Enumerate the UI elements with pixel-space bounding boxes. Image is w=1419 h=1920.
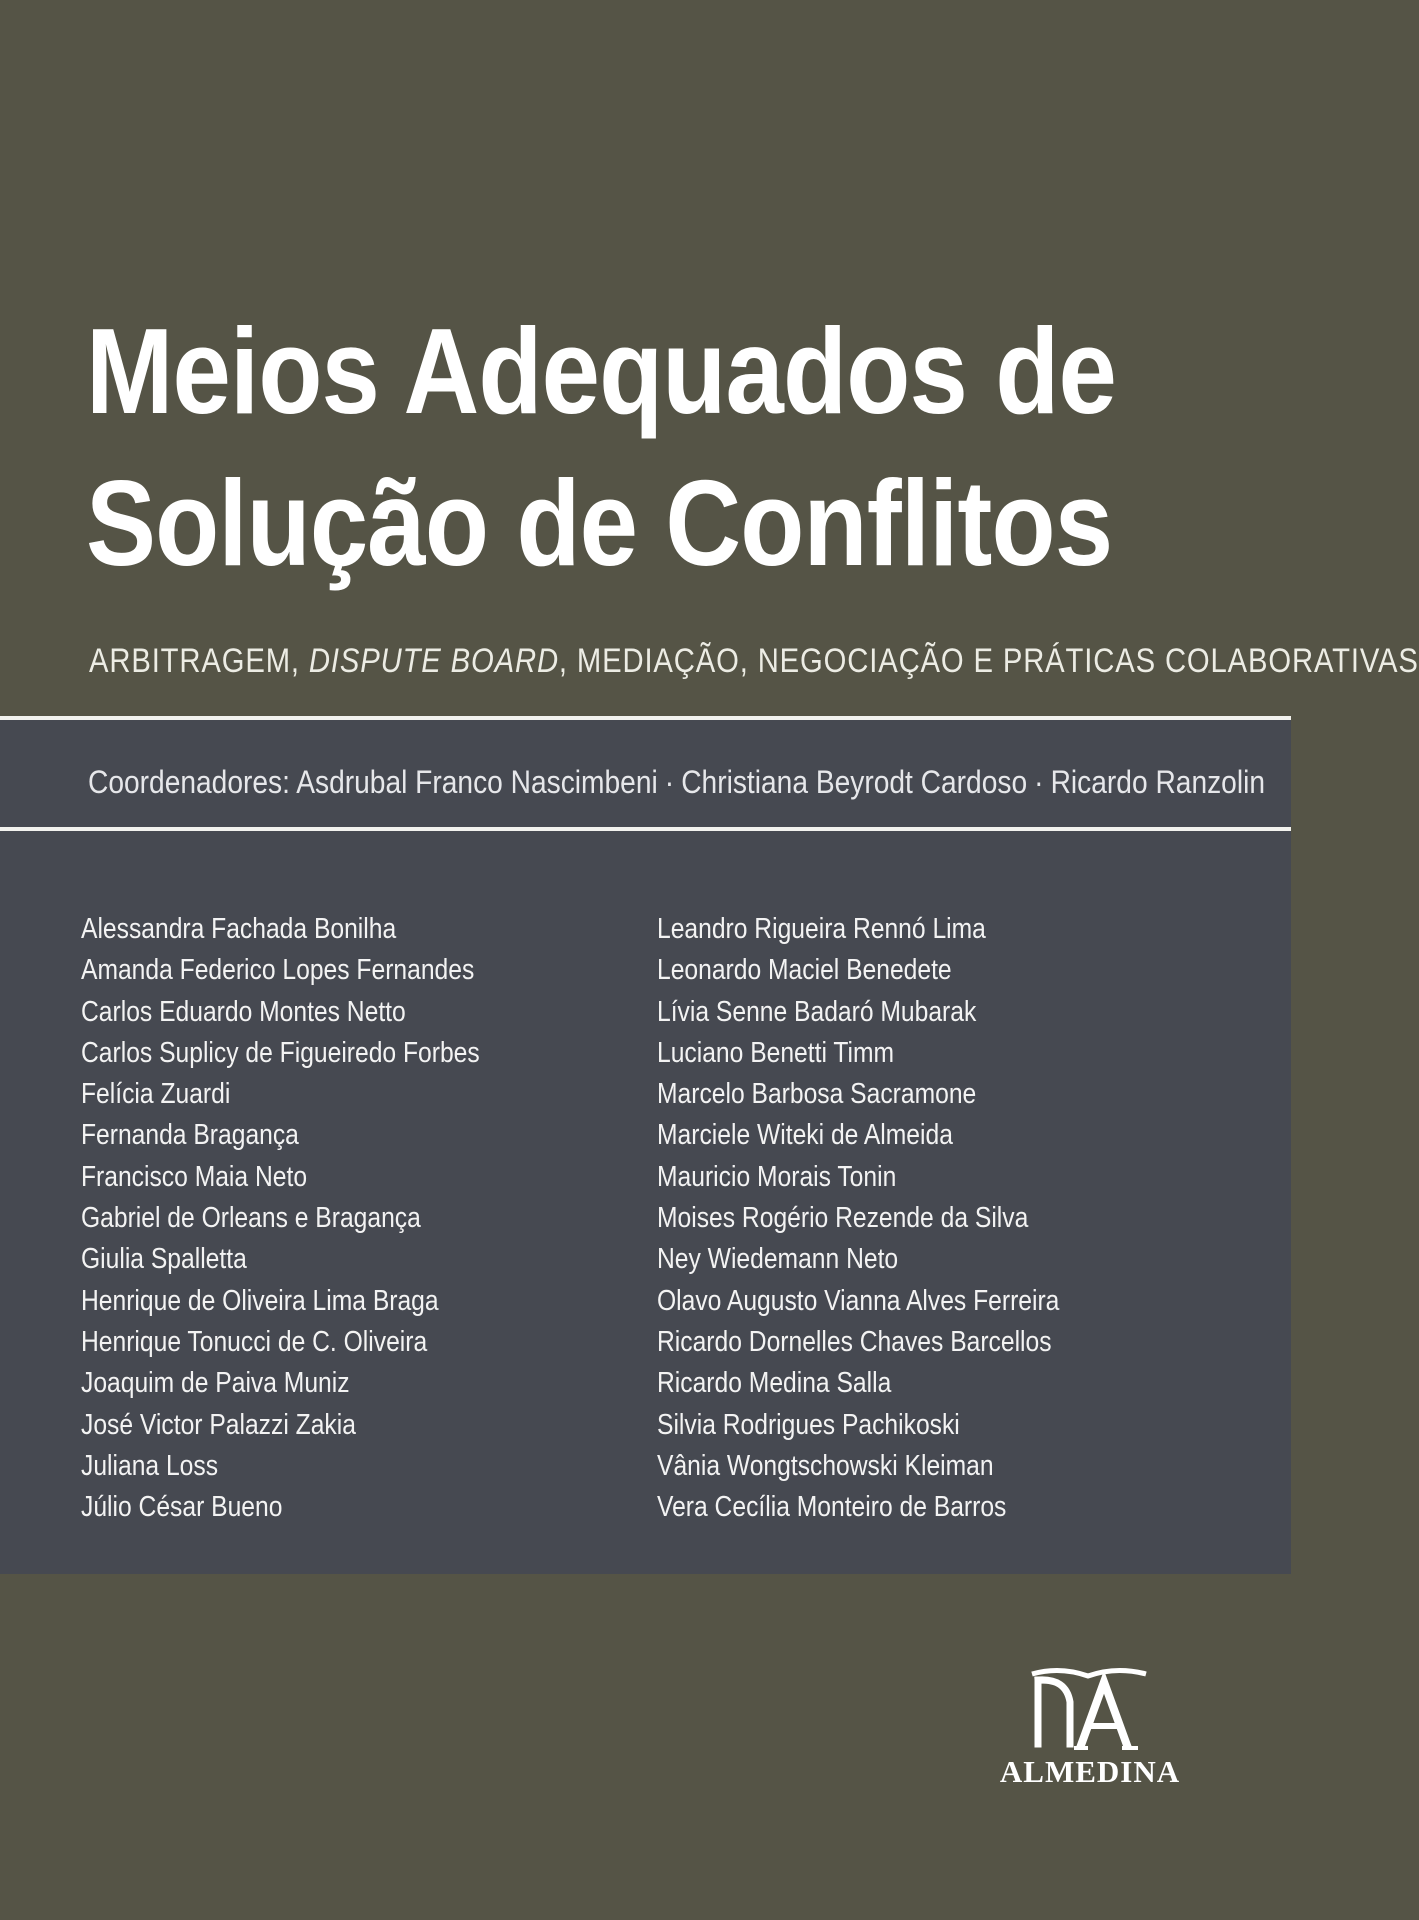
author-name: Carlos Eduardo Montes Netto xyxy=(81,995,406,1028)
author-name: Felícia Zuardi xyxy=(81,1078,231,1111)
title-section xyxy=(0,0,1419,716)
author-name: Ricardo Dornelles Chaves Barcellos xyxy=(657,1325,1052,1358)
author-name: Leandro Rigueira Rennó Lima xyxy=(657,913,986,945)
authors-list-left xyxy=(81,909,550,1528)
title-line-1: Meios Adequados de xyxy=(86,303,1116,439)
author-name: Joaquim de Paiva Muniz xyxy=(81,1367,350,1400)
author-name: Moises Rogério Rezende da Silva xyxy=(657,1202,1029,1235)
book-subtitle xyxy=(89,639,1419,683)
author-name: Carlos Suplicy de Figueiredo Forbes xyxy=(81,1036,480,1069)
author-name: Olavo Augusto Vianna Alves Ferreira xyxy=(657,1284,1060,1317)
author-name: Silvia Rodrigues Pachikoski xyxy=(657,1408,960,1441)
author-name: Henrique Tonucci de C. Oliveira xyxy=(81,1325,428,1358)
coordinator-separator: · xyxy=(1034,764,1044,800)
author-name: Amanda Federico Lopes Fernandes xyxy=(81,954,475,987)
subtitle-part-1: ARBITRAGEM, xyxy=(89,642,309,680)
publisher-logo xyxy=(990,1668,1190,1788)
author-name: Marcelo Barbosa Sacramone xyxy=(657,1078,977,1111)
subtitle-part-3: , MEDIAÇÃO, NEGOCIAÇÃO E PRÁTICAS COLABORATIVAS xyxy=(558,642,1419,680)
coordinator-name: Ricardo Ranzolin xyxy=(1050,764,1266,800)
author-name: Fernanda Bragança xyxy=(81,1119,299,1152)
author-name: Francisco Maia Neto xyxy=(81,1160,308,1193)
coordinators-label: Coordenadores: xyxy=(88,764,290,800)
author-name: Ney Wiedemann Neto xyxy=(657,1243,899,1276)
coordinator-name: Christiana Beyrodt Cardoso xyxy=(681,764,1028,800)
author-name: Juliana Loss xyxy=(81,1449,219,1482)
author-name: Marciele Witeki de Almeida xyxy=(657,1119,953,1152)
author-name: Luciano Benetti Timm xyxy=(657,1036,895,1069)
author-name: Lívia Senne Badaró Mubarak xyxy=(657,995,977,1028)
author-name: Júlio César Bueno xyxy=(81,1491,283,1524)
book-title xyxy=(86,295,1116,599)
coordinators-line xyxy=(88,762,1266,802)
author-name: Ricardo Medina Salla xyxy=(657,1367,892,1400)
author-name: Leonardo Maciel Benedete xyxy=(657,954,952,987)
author-name: Vânia Wongtschowski Kleiman xyxy=(657,1449,994,1482)
author-name: Henrique de Oliveira Lima Braga xyxy=(81,1284,439,1317)
subtitle-part-2: DISPUTE BOARD xyxy=(308,642,559,680)
author-name: Alessandra Fachada Bonilha xyxy=(81,913,397,945)
coordinator-separator: · xyxy=(664,764,675,800)
publisher-name: ALMEDINA xyxy=(999,1754,1181,1789)
coordinator-name: Asdrubal Franco Nascimbeni xyxy=(296,764,658,800)
author-name: Gabriel de Orleans e Bragança xyxy=(81,1202,421,1235)
title-line-2: Solução de Conflitos xyxy=(86,455,1113,591)
author-name: Vera Cecília Monteiro de Barros xyxy=(657,1491,1007,1524)
author-name: José Victor Palazzi Zakia xyxy=(81,1408,356,1441)
almedina-logo-icon xyxy=(1026,1668,1154,1752)
author-name: Giulia Spalletta xyxy=(81,1243,247,1276)
authors-list-right xyxy=(657,909,1130,1528)
author-name: Mauricio Morais Tonin xyxy=(657,1160,897,1193)
